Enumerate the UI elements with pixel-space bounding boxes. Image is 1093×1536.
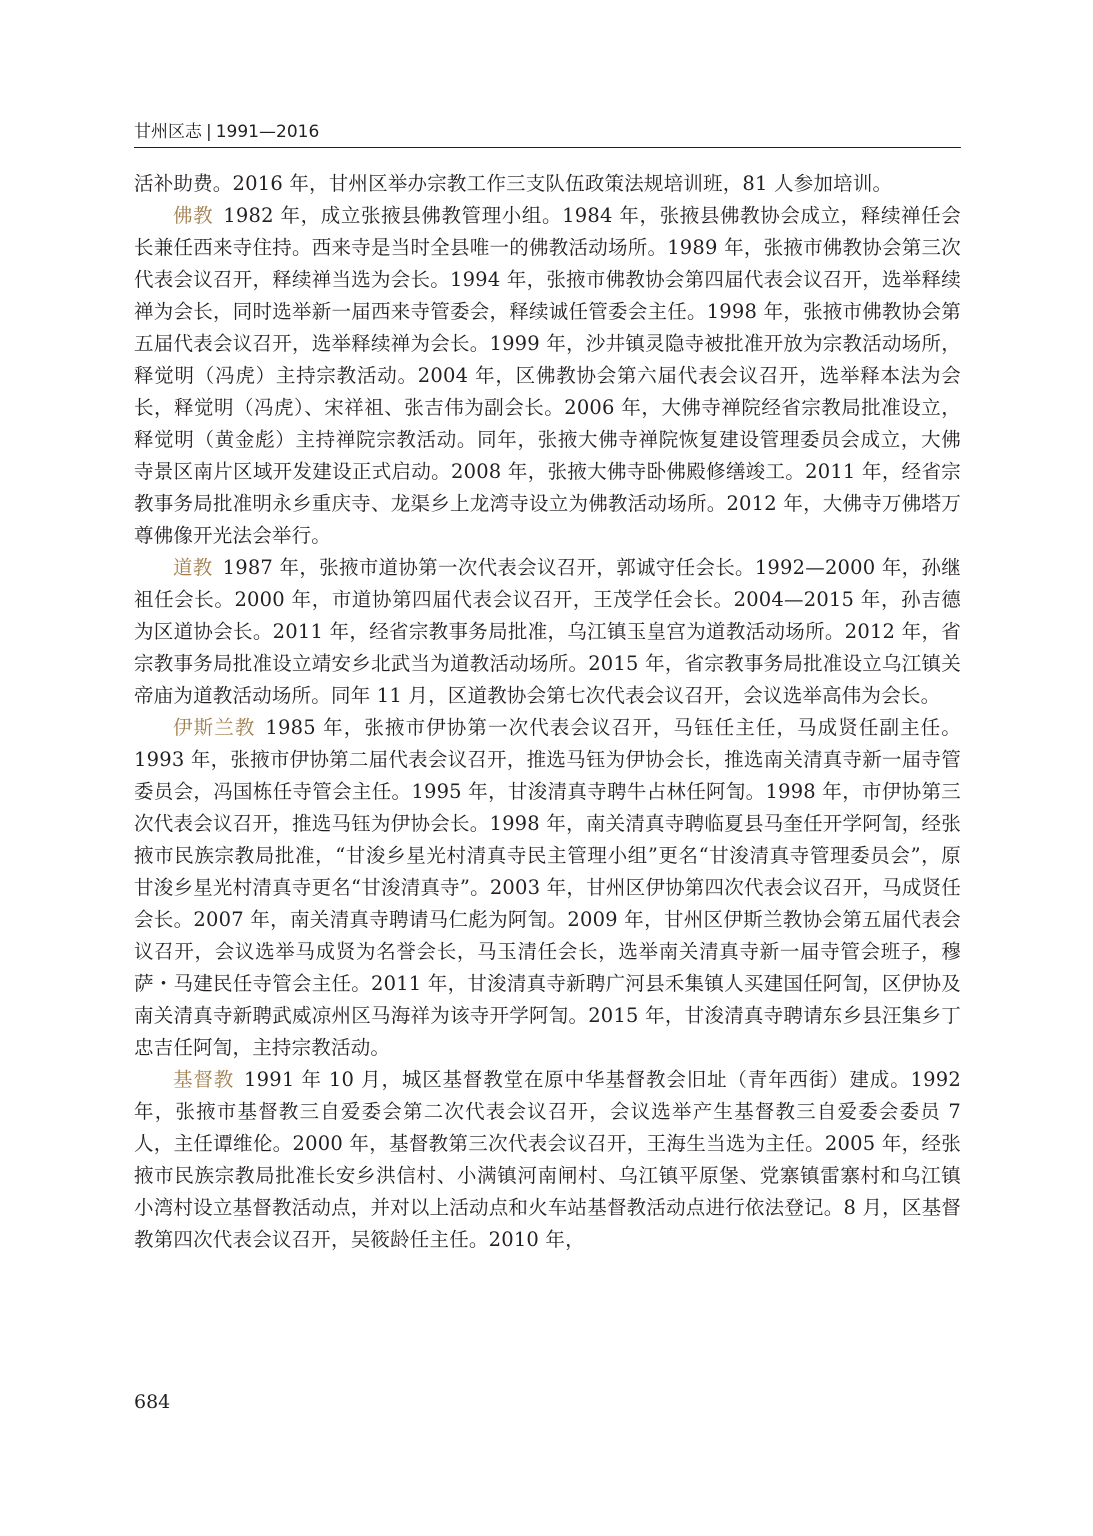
book-title: 甘州区志 (134, 122, 202, 142)
paragraph-buddhism (134, 200, 961, 552)
header-separator: | (206, 122, 212, 142)
running-header (134, 121, 961, 148)
page-number: 684 (134, 1391, 171, 1413)
paragraph-text: 1982 年，成立张掖县佛教管理小组。1984 年，张掖县佛教协会成立，释续禅任会长兼任西来寺住持。西来寺是当时全县唯一的佛教活动场所。1989 年，张掖市佛教协会第三次代表会议召开，释续禅当选为会长。1994 年，张掖市佛教协会第四届代表会议召开，选举释续禅为会长，同时选举新一届西来寺管委会，释续诚任管委会主任。1998 年，张掖市佛教协会第五届代表会议召开，选举释续禅为会长。1999 年，沙井镇灵隐寺被批准开放为宗教活动场所，释觉明（冯虎）主持宗教活动。2004 年，区佛教协会第六届代表会议召开，选举释本法为会长，释觉明（冯虎）、宋祥祖、张吉伟为副会长。2006 年，大佛寺禅院经省宗教局批准设立，释觉明（黄金彪）主持禅院宗教活动。同年，张掖大佛寺禅院恢复建设管理委员会成立，大佛寺景区南片区域开发建设正式启动。2008 年，张掖大佛寺卧佛殿修缮竣工。2011 年，经省宗教事务局批准明永乡重庆寺、龙渠乡上龙湾寺设立为佛教活动场所。2012 年，大佛寺万佛塔万尊佛像开光法会举行。 (134, 204, 961, 547)
paragraph-text: 1987 年，张掖市道协第一次代表会议召开，郭诚守任会长。1992—2000 年，孙继祖任会长。2000 年，市道协第四届代表会议召开，王茂学任会长。2004—2015 年，孙吉德为区道协会长。2011 年，经省宗教事务局批准，乌江镇玉皇宫为道教活动场所。2012 年，省宗教事务局批准设立靖安乡北武当为道教活动场所。2015 年，省宗教事务局批准设立乌江镇关帝庙为道教活动场所。同年 11 月，区道教协会第七次代表会议召开，会议选举高伟为会长。 (134, 556, 961, 707)
paragraph-islam (134, 712, 961, 1064)
section-heading-christianity: 基督教 (173, 1068, 235, 1091)
paragraph-text: 1985 年，张掖市伊协第一次代表会议召开，马钰任主任，马成贤任副主任。1993 年，张掖市伊协第二届代表会议召开，推选马钰为伊协会长，推选南关清真寺新一届寺管委员会，冯国栋任寺管会主任。1995 年，甘浚清真寺聘牛占林任阿訇。1998 年，市伊协第三次代表会议召开，推选马钰为伊协会长。1998 年，南关清真寺聘临夏县马奎任开学阿訇，经张掖市民族宗教局批准，“甘浚乡星光村清真寺民主管理小组”更名“甘浚清真寺管理委员会”，原甘浚乡星光村清真寺更名“甘浚清真寺”。2003 年，甘州区伊协第四次代表会议召开，马成贤任会长。2007 年，南关清真寺聘请马仁彪为阿訇。2009 年，甘州区伊斯兰教协会第五届代表会议召开，会议选举马成贤为名誉会长，马玉清任会长，选举南关清真寺新一届寺管会班子，穆萨・马建民任寺管会主任。2011 年，甘浚清真寺新聘广河县禾集镇人买建国任阿訇，区伊协及南关清真寺新聘武威凉州区马海祥为该寺开学阿訇。2015 年，甘浚清真寺聘请东乡县汪集乡丁忠吉任阿訇，主持宗教活动。 (134, 716, 961, 1059)
body-text (134, 168, 961, 1256)
header-years: 1991—2016 (215, 122, 320, 142)
paragraph-text: 1991 年 10 月，城区基督教堂在原中华基督教会旧址（青年西街）建成。1992 年，张掖市基督教三自爱委会第二次代表会议召开，会议选举产生基督教三自爱委会委员 7 人，主任谭维伦。2000 年，基督教第三次代表会议召开，王海生当选为主任。2005 年，经张掖市民族宗教局批准长安乡洪信村、小满镇河南闸村、乌江镇平原堡、党寨镇雷寨村和乌江镇小湾村设立基督教活动点，并对以上活动点和火车站基督教活动点进行依法登记。8 月，区基督教第四次代表会议召开，吴筱龄任主任。2010 年， (134, 1068, 961, 1251)
section-heading-buddhism: 佛教 (173, 204, 214, 227)
paragraph-continuation (134, 168, 961, 200)
paragraph-taoism (134, 552, 961, 712)
section-heading-islam: 伊斯兰教 (173, 716, 256, 739)
section-heading-taoism: 道教 (173, 556, 213, 579)
paragraph-text: 活补助费。2016 年，甘州区举办宗教工作三支队伍政策法规培训班，81 人参加培训。 (134, 172, 893, 195)
paragraph-christianity (134, 1064, 961, 1256)
